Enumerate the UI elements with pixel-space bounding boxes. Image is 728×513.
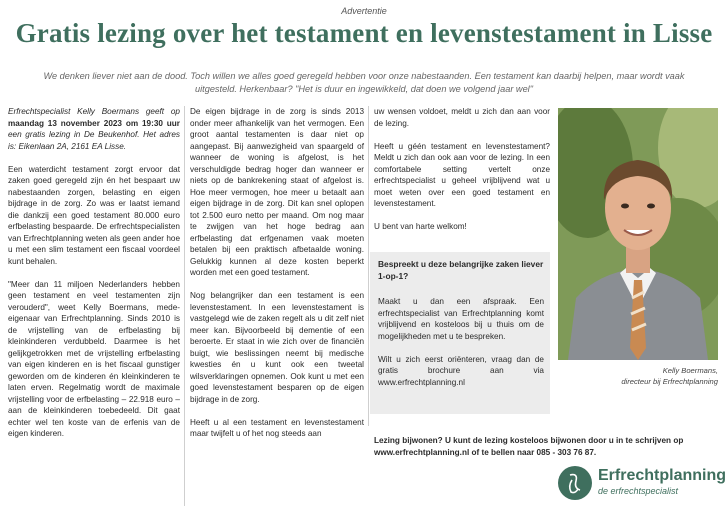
- erfrechtplanning-logo-icon: [558, 466, 592, 500]
- column-3: [374, 106, 550, 244]
- paragraph: Een waterdicht testament zorgt ervoor dat zaken goed geregeld zijn én het bespaart uw nabestaanden zorgen, belasting en eigen bijdrage in de zorg. Zo was er laatst iemand die dankzij een goed testament 80.000 euro erfbelasting bespaarde. De erfrechtspecialisten van Erfrechtplanning weten als geen ander hoe u met een slim testament een fiscaal voordeel kunt behalen.: [8, 164, 180, 266]
- paragraph: uw wensen voldoet, meldt u zich dan aan voor de lezing.: [374, 107, 550, 128]
- appointment-text: [378, 296, 544, 400]
- paragraph: De eigen bijdrage in de zorg is sinds 2013 onder meer afhankelijk van het vermogen. Een groot aantal testamenten is daar niet op aangepast. Bij aanwezigheid van spaargeld of wanneer de woning is afgelost, is het verschuldigde bedrag hoger dan wanneer er niets op de bankrekening staat of afgelost is. Hoe meer vermogen, hoe meer u betaalt aan eigen bijdrage in de zorg. Dit kan snel oplopen tot 2.500 euro netto per maand. Om nog maar te zwijgen van het hoge bedrag aan erfbelasting dat erfgenamen vaak moeten betalen bij een praktisch afbetaalde woning. Gelukkig kunnen al deze kosten beperkt worden met een goed testament.: [190, 107, 364, 277]
- appointment-heading: Bespreekt u deze belangrijke zaken liever 1-op-1?: [378, 259, 544, 281]
- paragraph: "Meer dan 11 miljoen Nederlanders hebben geen testament en veel testamenten zijn verouderd", weet Kelly Boermans, mede-eigenaar van Erfrechtplanning. Sinds 2010 is de vrijstelling van de erfbelasting bij kleinkinderen verdubbeld. Daarmee is het gelijkgetrokken met de vrijstelling erfbelasting van eigen kinderen en is het fiscaal gunstiger geworden om de kinderen én kleinkinderen te laten erven. Regelmatig wordt de maximale vrijstelling voor de erfbelasting – 22.918 euro – aan de kleinkinderen toebedeeld. Dit gaat echter wel ten koste van de erfenis van de eigen kinderen.: [8, 279, 180, 438]
- lead-paragraph: [8, 106, 180, 152]
- logo-tagline: de erfrechtspecialist: [598, 486, 679, 496]
- article-intro: We denken liever niet aan de dood. Toch willen we alles goed geregeld hebben voor onze nabestaanden. Een testament kan daarbij helpen, maar wordt vaak uitgesteld. Herkenbaar? "Het is duur en ingewikkeld, dat doen we volgend jaar wel": [43, 71, 685, 94]
- logo-name: Erfrechtplanning: [598, 467, 727, 484]
- column-2: [190, 106, 364, 451]
- portrait-photo: [558, 108, 718, 360]
- paragraph: Heeft u al een testament en levenstestament maar twijfelt u of het nog steeds aan: [190, 417, 364, 438]
- column-1: [8, 106, 180, 451]
- caption-role: directeur bij Erfrechtplanning: [621, 376, 718, 386]
- portrait-illustration: [558, 108, 718, 360]
- lead-text: Erfrechtspecialist Kelly Boermans geeft op: [8, 107, 180, 116]
- column-divider: [184, 106, 185, 506]
- caption-name: Kelly Boermans,: [662, 366, 718, 375]
- paragraph: Wilt u zich eerst oriënteren, vraag dan de gratis brochure aan via www.erfrechtplanning.nl: [378, 354, 544, 387]
- lecture-date: maandag 13 november 2023 om 19:30 uur: [8, 118, 180, 128]
- article-title: Gratis lezing over het testament en levenstestament in Lisse: [15, 18, 713, 48]
- paragraph: Maakt u dan een afspraak. Een erfrechtspecialist van Erfrechtplanning komt vrijblijvend en kosteloos bij u thuis om de mogelijkheden met u te bespreken.: [378, 297, 544, 341]
- lecture-location: een gratis lezing in De Beukenhof. Het adres is: Eikenlaan 2A, 2161 EA Lisse.: [8, 130, 180, 151]
- appointment-box: [370, 252, 550, 414]
- paragraph: Nog belangrijker dan een testament is een levenstestament. In een levenstestament is vastgelegd wie de zaken regelt als u dit zelf niet meer kan. Bijvoorbeeld bij dementie of een beroerte. Er staat in wie zich over de financiën buigt, wie beslissingen neemt bij medische kwesties én u kunt ook een tweetal wilsverklaringen opnemen. Ook kunt u met een goed levenstestament besparen op de eigen bijdrage in de zorg.: [190, 291, 364, 404]
- photo-caption: [558, 366, 718, 387]
- advertisement-label: Advertentie: [341, 6, 387, 16]
- registration-text: Lezing bijwonen? U kunt de lezing kosteloos bijwonen door u in te schrijven op www.erfrechtplanning.nl of te bellen naar 085 - 303 76 87.: [374, 436, 684, 457]
- paragraph: Heeft u géén testament en levenstestament? Meldt u zich dan ook aan voor de lezing. In een comfortabele setting vertelt onze erfrechtspecialist u geheel vrijblijvend wat u moet weten over een goed testament en levenstestament.: [374, 141, 550, 208]
- welcome-text: U bent van harte welkom!: [374, 222, 467, 231]
- column-divider: [368, 106, 369, 426]
